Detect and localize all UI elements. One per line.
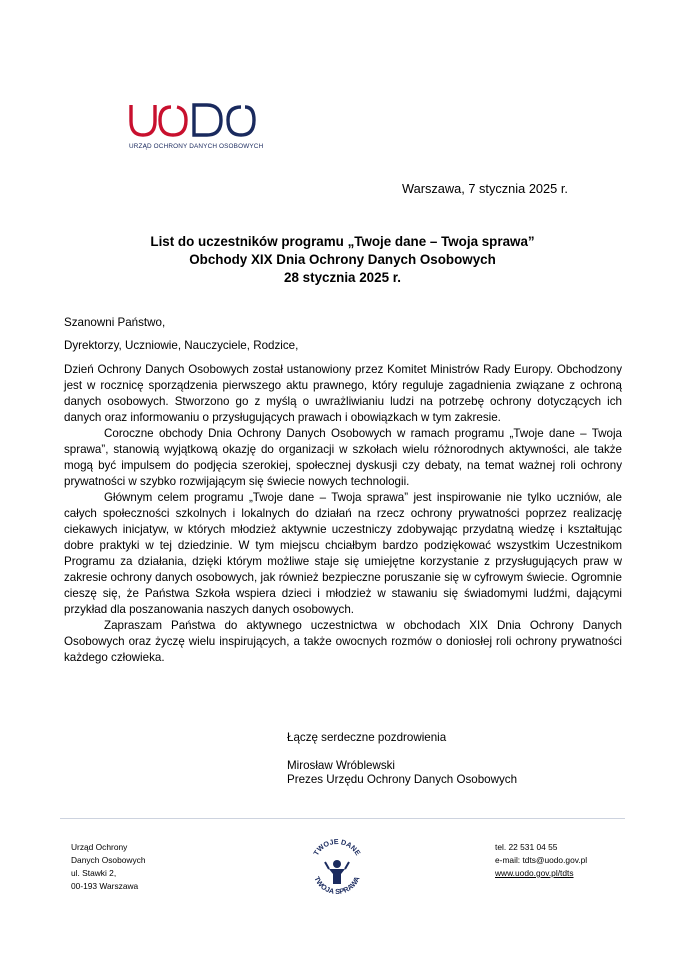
- signature-name: Mirosław Wróblewski: [287, 759, 396, 772]
- logo-text-bottom: TWOJA SPRAWA: [312, 874, 362, 897]
- signature-role: Prezes Urzędu Ochrony Danych Osobowych: [287, 773, 518, 786]
- greeting: Szanowni Państwo,: [64, 316, 166, 329]
- footer-email: e-mail: tdts@uodo.gov.pl: [495, 855, 588, 865]
- addressees: Dyrektorzy, Uczniowie, Nauczyciele, Rodzice,: [64, 339, 299, 352]
- address-line: Urząd Ochrony: [71, 842, 128, 852]
- address-line: ul. Stawki 2,: [71, 868, 117, 878]
- footer-phone: tel. 22 531 04 55: [495, 842, 558, 852]
- paragraph-3: Głównym celem programu „Twoje dane – Twoja sprawa” jest inspirowanie nie tylko uczniów, ale całych społeczności szkolnych i lokalnych do działań na rzecz ochrony prywatności poprzez realizację ciekawych inicjatyw, w których młodzież aktywnie uczestniczy zdobywając przydatną wiedzę i kształtując dobre praktyki w tej dziedzinie. W tym miejscu chciałbym bardzo podziękować wszystkim Uczestnikom Programu za działania, dzięki którym możliwe staje się umiejętne korzystanie z przysługujących praw w zakresie ochrony danych osobowych, jak również bezpieczne poruszanie się w cyfrowym świecie. Ogromnie cieszę się, że Państwa Szkoła wspiera dzieci i młodzież w stawaniu się świadomymi ludźmi, dającymi przykład dla poszanowania naszych danych osobowych.: [64, 491, 622, 616]
- heading-line-2: Obchody XIX Dnia Ochrony Danych Osobowych: [189, 252, 496, 267]
- letter-body: [64, 362, 622, 666]
- footer-divider: [60, 818, 625, 819]
- twoje-dane-logo: [307, 836, 367, 900]
- footer-website-link[interactable]: www.uodo.gov.pl/tdts: [495, 868, 574, 878]
- letter-date: Warszawa, 7 stycznia 2025 r.: [402, 181, 568, 196]
- letter-heading: [0, 233, 685, 287]
- heading-line-1: List do uczestników programu „Twoje dane – Twoja sprawa”: [150, 234, 535, 249]
- logo-subtitle: URZĄD OCHRONY DANYCH OSOBOWYCH: [129, 143, 264, 150]
- address-line: Danych Osobowych: [71, 855, 146, 865]
- logo-text-top: TWOJE DANE: [311, 836, 363, 858]
- address-line: 00-193 Warszawa: [71, 881, 139, 891]
- closing: Łączę serdeczne pozdrowienia: [287, 731, 447, 744]
- heading-line-3: 28 stycznia 2025 r.: [284, 270, 401, 285]
- footer-address: [71, 841, 145, 893]
- footer-contact: [495, 841, 587, 880]
- svg-text:TWOJE DANE: [311, 837, 362, 857]
- paragraph-2: Coroczne obchody Dnia Ochrony Danych Osobowych w ramach programu „Twoje dane – Twoja sprawa”, stanowią wyjątkową okazję do organizacji w szkołach wielu różnorodnych aktywności, ale także mogą być impulsem do podjęcia szerokiej, społecznej dyskusji czy debaty, na temat ważnej roli ochrony prywatności w szybko rozwijającym się świecie nowych technologii.: [64, 427, 622, 488]
- paragraph-4: Zapraszam Państwa do aktywnego uczestnictwa w obchodach XIX Dnia Ochrony Danych Osobowych oraz życzę wielu inspirujących, a także owocnych rozmów o doniosłej roli ochrony prywatności każdego człowieka.: [64, 619, 622, 664]
- paragraph-1: Dzień Ochrony Danych Osobowych został ustanowiony przez Komitet Ministrów Rady Europy. Obchodzony jest w rocznicę sporządzenia pierwszego aktu prawnego, który reguluje zagadnienia związane z ochroną danych osobowych. Stworzono go z myślą o uwrażliwianiu ludzi na potrzebę ochrony dotyczących ich danych oraz informowaniu o przysługujących prawach i obowiązkach w tym zakresie.: [64, 363, 622, 424]
